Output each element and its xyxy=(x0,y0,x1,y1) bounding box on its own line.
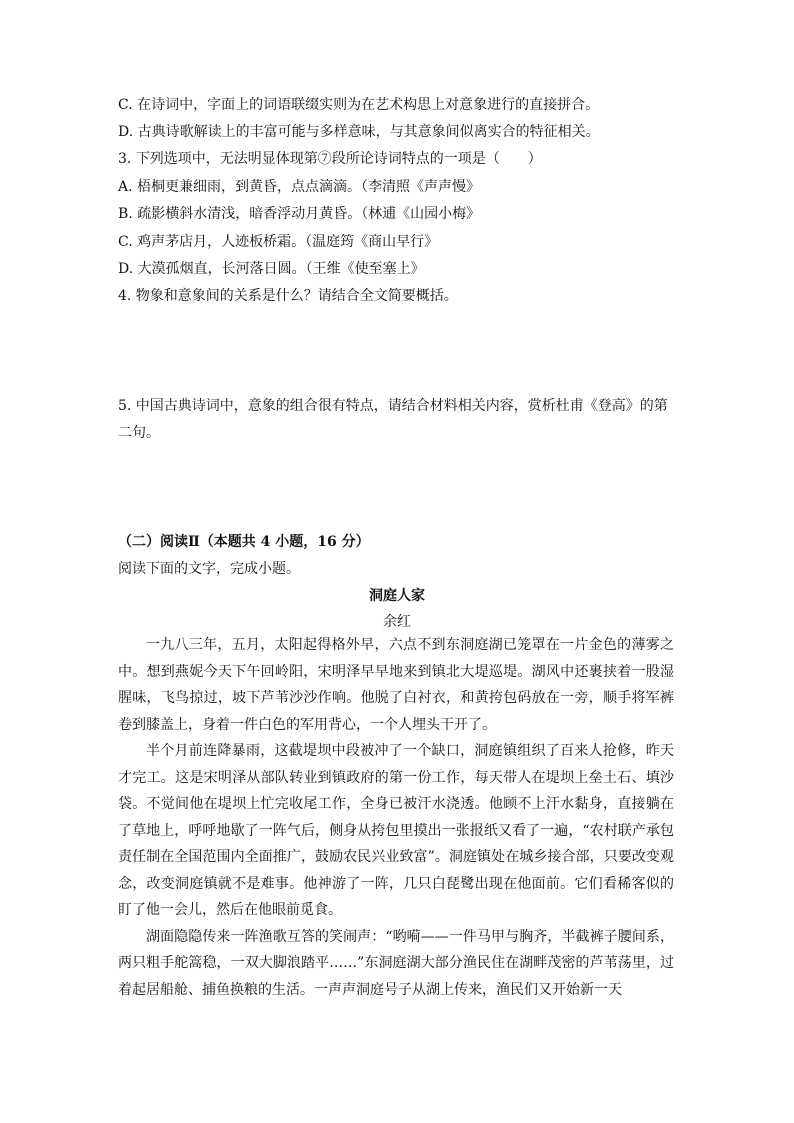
article-paragraph: 一九八三年，五月，太阳起得格外早，六点不到东洞庭湖已笼罩在一片金色的薄雾之中。想到燕妮今天下午回岭阳，宋明泽早早地来到镇北大堤巡堤。湖风中还裹挟着一股湿腥味，飞鸟掠过，坡下芦苇沙沙作响。他脱了白衬衣，和黄挎包码放在一旁，顺手将军裤卷到膝盖上，身着一件白色的军用背心，一个人埋头干开了。 xyxy=(118,637,674,733)
article-author: 余红 xyxy=(383,614,411,630)
q2-option-c: C. 在诗词中，字面上的词语联缀实则为在艺术构思上对意象进行的直接拼合。 xyxy=(118,97,600,113)
section-heading: （二）阅读Ⅱ（本题共 4 小题，16 分） xyxy=(118,534,370,550)
q3-option-c: C. 鸡声茅店月，人迹板桥霜。（温庭筠《商山早行》 xyxy=(118,234,439,250)
q3-option-a: A. 梧桐更兼细雨，到黄昏，点点滴滴。（李清照《声声慢》 xyxy=(118,179,481,195)
q3-option-d: D. 大漠孤烟直，长河落日圆。（王维《使至塞上》 xyxy=(118,261,425,277)
article-body xyxy=(118,632,674,1003)
article-title: 洞庭人家 xyxy=(369,588,425,604)
q2-option-d: D. 古典诗歌解读上的丰富可能与多样意味，与其意象间似离实合的特征相关。 xyxy=(118,124,600,140)
section-instruction: 阅读下面的文字，完成小题。 xyxy=(118,561,300,577)
q3-option-b: B. 疏影横斜水清浅，暗香浮动月黄昏。（林逋《山园小梅》 xyxy=(118,206,481,222)
q5-stem-line1: 5. 中国古典诗词中，意象的组合很有特点，请结合材料相关内容，赏析杜甫《登高》的第 xyxy=(118,398,668,414)
q5-stem-line2: 二句。 xyxy=(118,425,160,441)
article-paragraph: 半个月前连降暴雨，这截堤坝中段被冲了一个缺口，洞庭镇组织了百来人抢修，昨天才完工。这是宋明泽从部队转业到镇政府的第一份工作，每天带人在堤坝上垒土石、填沙袋。不觉间他在堤坝上忙完收尾工作，全身已被汗水浇透。他顾不上汗水黏身，直接躺在了草地上，呼呼地歇了一阵气后，侧身从挎包里摸出一张报纸又看了一遍，“农村联产承包责任制在全国范围内全面推广，鼓励农民兴业致富”。洞庭镇处在城乡接合部，只要改变观念，改变洞庭镇就不是难事。他神游了一阵，几只白琵鹭出现在他面前。它们看稀客似的盯了他一会儿，然后在他眼前觅食。 xyxy=(118,743,674,918)
q3-stem: 3. 下列选项中，无法明显体现第⑦段所论诗词特点的一项是（ ） xyxy=(118,151,542,167)
q4-stem: 4. 物象和意象间的关系是什么？请结合全文简要概括。 xyxy=(118,288,458,304)
article-paragraph: 湖面隐隐传来一阵渔歌互答的笑闹声：“哟嗬——一件马甲与胸齐，半截裤子腰间系，两只粗手舵篙稳，一双大脚浪踏平……”东洞庭湖大部分渔民住在湖畔茂密的芦苇荡里，过着起居船舱、捕鱼换粮的生活。一声声洞庭号子从湖上传来，渔民们又开始新一天 xyxy=(118,928,674,998)
